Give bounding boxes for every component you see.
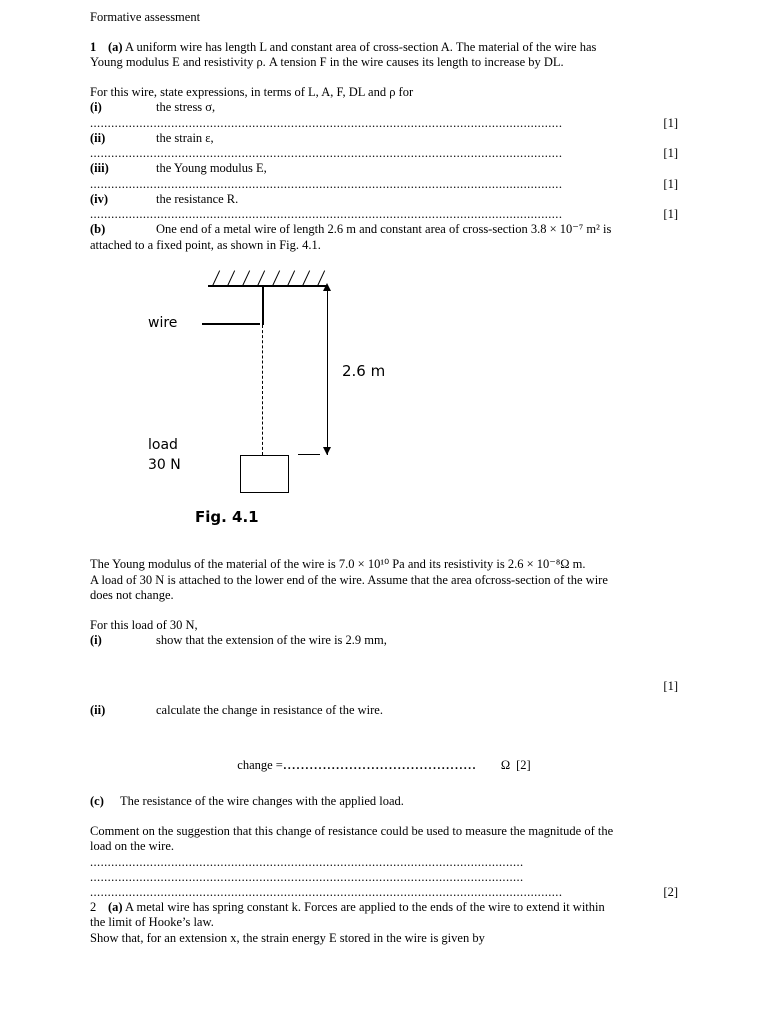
figure-label-load — [148, 435, 181, 475]
change-label: change = — [237, 758, 283, 772]
sub-item-iv-text: the resistance R. — [156, 191, 239, 206]
comment-line-1: Comment on the suggestion that this change of resistance could be used to measure the magnitude of the — [90, 823, 614, 838]
mark-b-ii: [2] — [516, 758, 531, 772]
sub-item-ii — [90, 131, 678, 147]
answer-line-iv[interactable] — [90, 207, 678, 222]
load-block — [240, 455, 289, 493]
dotted-line: ...................................................................................................................................... — [90, 207, 563, 221]
figure-drawing — [130, 267, 430, 502]
sub-item-ii-text: the strain ε, — [156, 130, 214, 145]
part-b-sub-ii-label: (ii) — [90, 702, 106, 717]
wire-leader-line — [202, 323, 260, 325]
part-b-sub-ii-text: calculate the change in resistance of the wire. — [156, 702, 383, 717]
sub-item-iv-label: (iv) — [90, 191, 109, 206]
sub-item-ii-label: (ii) — [90, 130, 106, 145]
part-b-sub-ii — [90, 703, 678, 719]
ceiling-hatching-icon — [208, 269, 328, 286]
part-b-sub-i-text: show that the extension of the wire is 2.9 mm, — [156, 633, 387, 647]
state-expressions-line: For this wire, state expressions, in terms of L, A, F, DL and ρ for — [90, 84, 414, 99]
sub-item-iv — [90, 192, 678, 208]
comment-answer-line-2[interactable] — [90, 870, 580, 885]
wire-solid-segment — [262, 287, 264, 325]
answer-line-iii[interactable] — [90, 177, 678, 192]
part-b-text-line-2: attached to a fixed point, as shown in Fig. 4.1. — [90, 237, 321, 252]
dotted-line: ...................................................................................................................................... — [90, 176, 563, 191]
question-1-part-c — [90, 794, 678, 810]
page-header: Formative assessment — [90, 10, 201, 24]
dimension-arrow-up-icon — [323, 283, 331, 291]
part-a-text-line-1: A uniform wire has length L and constant area of cross-section A. The material of the wire has — [125, 39, 597, 54]
change-unit: Ω — [500, 758, 511, 772]
dotted-line: ...................................................................................................................................... — [90, 115, 563, 130]
after-figure-line-2: A load of 30 N is attached to the lower end of the wire. Assume that the area ofcross-section of the wire — [90, 572, 608, 587]
q2-part-a-text-line-1: A metal wire has spring constant k. Forces are applied to the ends of the wire to extend it within — [125, 899, 605, 914]
sub-item-iii — [90, 161, 678, 177]
part-label-a: (a) — [108, 39, 123, 54]
dimension-arrow-down-icon — [323, 447, 331, 455]
part-label-b: (b) — [90, 222, 106, 236]
document-content — [90, 10, 678, 946]
after-figure-line-1: The Young modulus of the material of the wire is 7.0 × 10¹⁰ Pa and its resistivity is 2.6 × 10⁻⁸Ω m. — [90, 557, 586, 571]
dotted-line: ...................................................................................................................................... — [90, 146, 563, 160]
question-1-part-b — [90, 222, 678, 238]
mark-c: [2] — [663, 884, 678, 899]
comment-answer-line-1[interactable] — [90, 855, 580, 870]
answer-line-ii[interactable] — [90, 146, 678, 161]
question-2-number: 2 — [90, 899, 97, 914]
sub-item-iii-text: the Young modulus E, — [156, 161, 267, 175]
mark-ii: [1] — [663, 146, 678, 160]
figure-caption: Fig. 4.1 — [195, 508, 259, 526]
wire-dashed-segment — [262, 325, 263, 455]
part-c-text: The resistance of the wire changes with the applied load. — [120, 794, 404, 808]
mark-iii: [1] — [663, 176, 678, 191]
part-b-sub-i — [90, 633, 678, 649]
comment-answer-line-3[interactable] — [90, 885, 678, 900]
q2-part-a-text-line-3: Show that, for an extension x, the strain energy E stored in the wire is given by — [90, 930, 485, 945]
mark-b-i: [1] — [663, 678, 678, 693]
q2-part-a-text-line-2: the limit of Hooke’s law. — [90, 915, 214, 929]
figure-label-load-line2: 30 N — [148, 457, 181, 473]
part-a-text-line-2: Young modulus E and resistivity ρ. A tension F in the wire causes its length to increase by DL. — [90, 55, 564, 69]
dotted-line: ...................................................................................................................................... — [90, 884, 563, 899]
mark-i: [1] — [663, 115, 678, 130]
change-dotted-line: ............................................ — [282, 756, 477, 773]
ceiling-line — [208, 285, 328, 287]
mark-iv: [1] — [663, 207, 678, 221]
answer-line-i[interactable] — [90, 116, 678, 131]
part-label-c: (c) — [90, 794, 104, 808]
part-b-text-line-1: One end of a metal wire of length 2.6 m and constant area of cross-section 3.8 × 10⁻⁷ m² is — [156, 222, 612, 236]
question-2-part-a — [90, 900, 678, 916]
change-answer-row[interactable] — [90, 756, 678, 774]
figure-label-wire: wire — [148, 315, 178, 331]
figure-label-load-line1: load — [148, 437, 178, 453]
dotted-line: ........................................................................................................................... — [90, 854, 524, 869]
dotted-line: ........................................................................................................................... — [90, 869, 524, 884]
question-1-part-a — [90, 40, 678, 56]
sub-item-i-text: the stress σ, — [156, 100, 216, 114]
dimension-line — [327, 287, 328, 455]
figure-4-1 — [90, 267, 678, 537]
sub-item-iii-label: (iii) — [90, 161, 109, 175]
after-figure-line-3: does not change. — [90, 588, 174, 602]
q2-part-label-a: (a) — [108, 899, 123, 914]
figure-label-dimension: 2.6 m — [342, 362, 386, 380]
sub-item-i-label: (i) — [90, 100, 102, 114]
sub-item-i — [90, 100, 678, 116]
comment-line-2: load on the wire. — [90, 839, 175, 853]
question-number: 1 — [90, 39, 97, 54]
for-this-load-line: For this load of 30 N, — [90, 617, 198, 632]
part-b-sub-i-label: (i) — [90, 633, 102, 647]
dimension-tick — [298, 454, 320, 455]
